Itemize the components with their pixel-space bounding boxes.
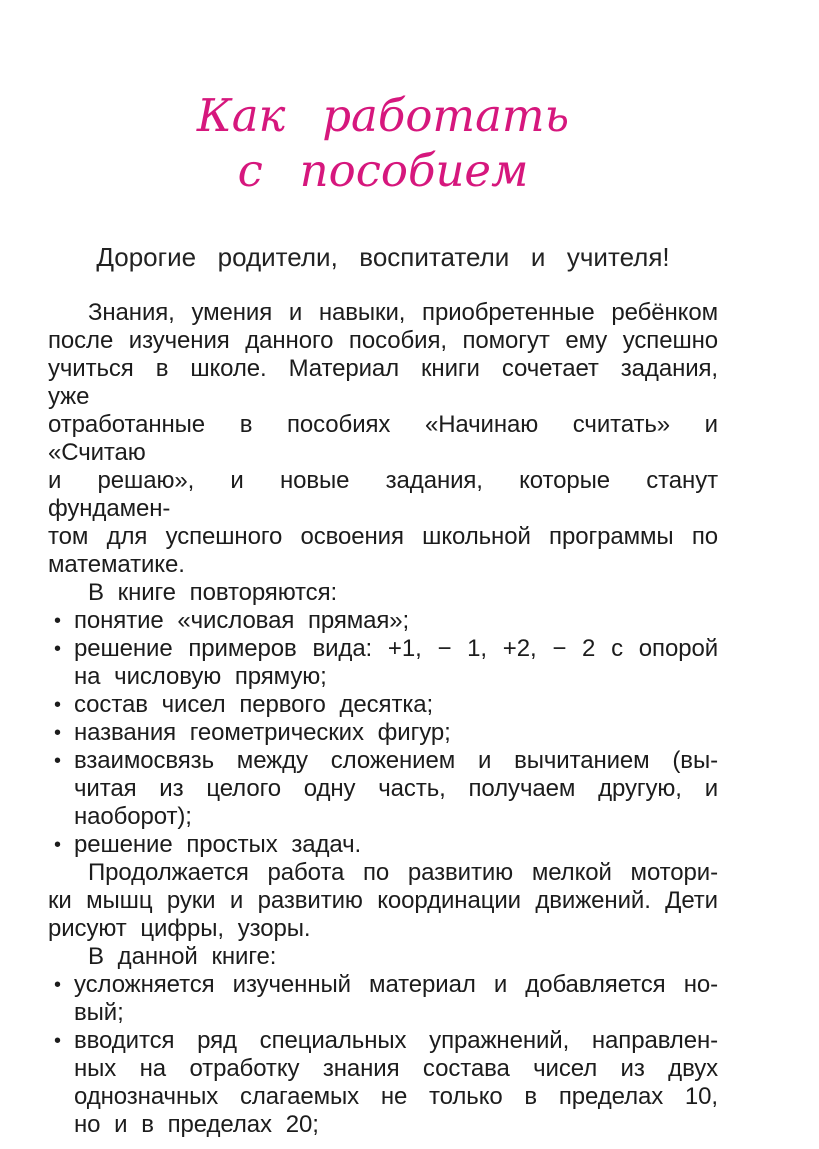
bullet-block xyxy=(48,831,718,859)
bullet-icon: • xyxy=(54,722,61,744)
bullet-block xyxy=(48,607,718,635)
text-line: решение примеров вида: +1, − 1, +2, − 2 с опорой xyxy=(74,635,718,662)
text-line: состав чисел первого десятка; xyxy=(74,691,434,718)
bullet-icon: • xyxy=(54,834,61,856)
text-line: математике. xyxy=(48,551,185,578)
text-line: и решаю», и новые задания, которые станут фундамен- xyxy=(48,467,718,522)
bullet-icon: • xyxy=(54,750,61,772)
bullet-icon: • xyxy=(54,610,61,632)
text-line: взаимосвязь между сложением и вычитанием (вы- xyxy=(74,747,718,774)
bullet-icon: • xyxy=(54,694,61,716)
text-line: том для успешного освоения школьной программы по xyxy=(48,523,718,550)
text-line: вводится ряд специальных упражнений, направлен- xyxy=(74,1027,718,1054)
bullet-icon: • xyxy=(54,974,61,996)
text-line: читая из целого одну часть, получаем другую, и xyxy=(74,775,718,802)
text-line: решение простых задач. xyxy=(74,831,362,858)
title-line-2: с пособием xyxy=(237,144,529,197)
paragraph-block xyxy=(48,579,718,607)
body-text xyxy=(48,299,718,1139)
paragraph-block xyxy=(48,299,718,579)
text-line: В книге повторяются: xyxy=(88,579,338,606)
text-column xyxy=(48,0,718,1139)
text-line: В данной книге: xyxy=(88,943,277,970)
paragraph-block xyxy=(48,859,718,943)
bullet-block xyxy=(48,691,718,719)
text-line: на числовую прямую; xyxy=(74,663,327,690)
bullet-block xyxy=(48,747,718,831)
title-line-1: Как работать xyxy=(196,89,570,142)
text-line: однозначных слагаемых не только в пределах 10, xyxy=(74,1083,718,1110)
text-line: учиться в школе. Материал книги сочетает задания, уже xyxy=(48,355,718,410)
text-line: Знания, умения и навыки, приобретенные ребёнком xyxy=(88,299,718,326)
paragraph-block xyxy=(48,943,718,971)
bullet-block xyxy=(48,635,718,691)
text-line: ки мышц руки и развитию координации движений. Дети xyxy=(48,887,718,914)
bullet-icon: • xyxy=(54,638,61,660)
text-line: рисуют цифры, узоры. xyxy=(48,915,311,942)
bullet-block xyxy=(48,971,718,1027)
text-line: но и в пределах 20; xyxy=(74,1111,319,1138)
page-title xyxy=(48,88,718,198)
text-line: отработанные в пособиях «Начинаю считать» и «Считаю xyxy=(48,411,718,466)
text-line: понятие «числовая прямая»; xyxy=(74,607,410,634)
bullet-block xyxy=(48,1027,718,1139)
bullet-block xyxy=(48,719,718,747)
text-line: названия геометрических фигур; xyxy=(74,719,451,746)
salutation: Дорогие родители, воспитатели и учителя! xyxy=(96,242,670,272)
text-line: Продолжается работа по развитию мелкой мотори- xyxy=(88,859,718,886)
text-line: наоборот); xyxy=(74,803,192,830)
text-line: ных на отработку знания состава чисел из двух xyxy=(74,1055,718,1082)
text-line: усложняется изученный материал и добавляется но- xyxy=(74,971,718,998)
text-line: вый; xyxy=(74,999,124,1026)
text-line: после изучения данного пособия, помогут ему успешно xyxy=(48,327,718,354)
bullet-icon: • xyxy=(54,1030,61,1052)
